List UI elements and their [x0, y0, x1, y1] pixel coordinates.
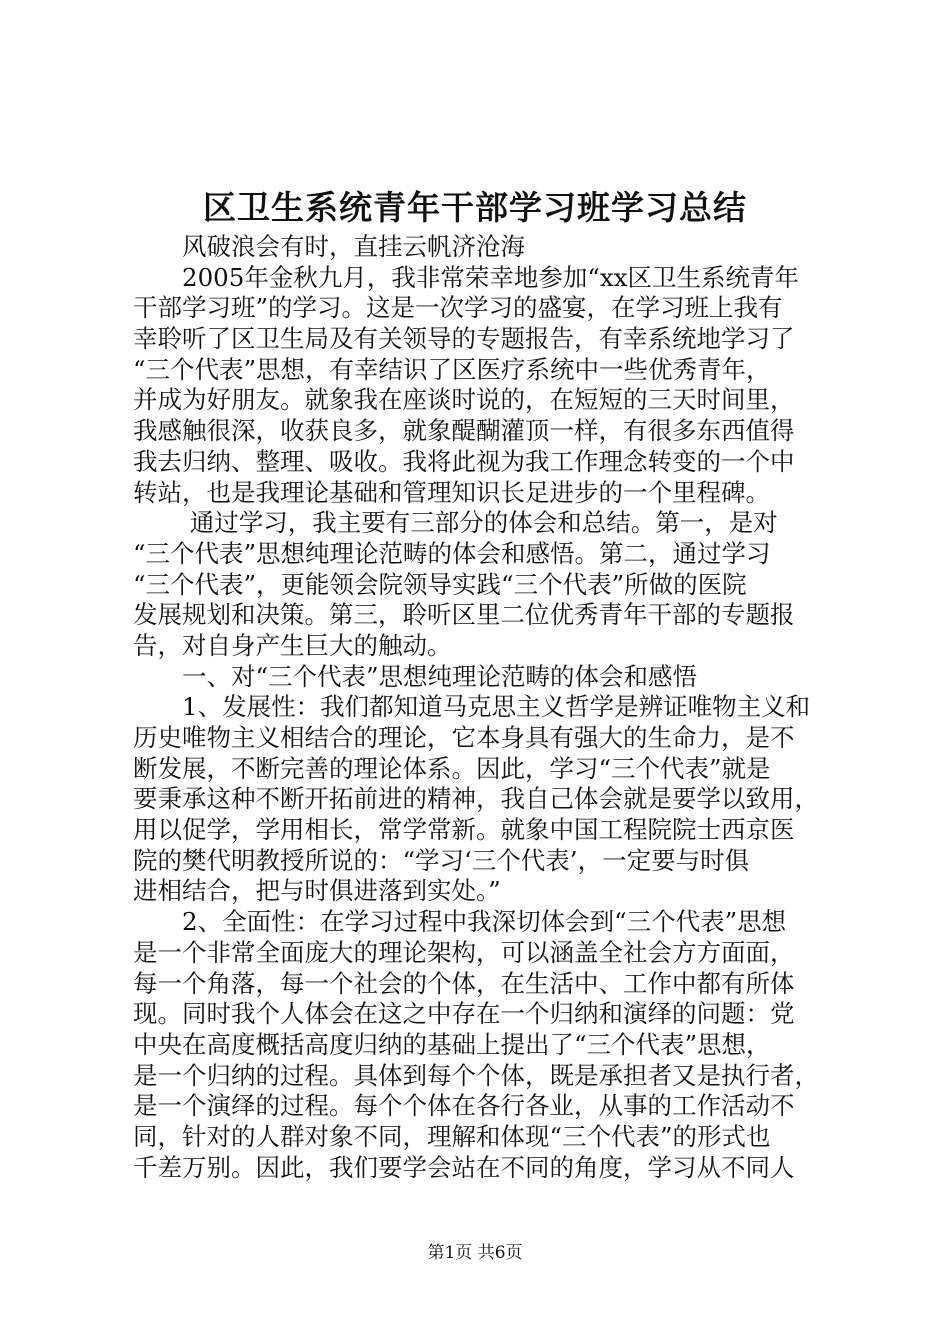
body-line: 幸聆听了区卫生局及有关领导的专题报告，有幸系统地学习了 [133, 324, 795, 354]
body-line: 要秉承这种不断开拓前进的精神，我自己体会就是要学以致用， [133, 784, 819, 814]
body-line: 是一个非常全面庞大的理论架构，可以涵盖全社会方方面面， [133, 937, 795, 967]
body-line: 是一个归纳的过程。具体到每个个体，既是承担者又是执行者， [133, 1060, 819, 1090]
body-line: 用以促学，学用相长，常学常新。就象中国工程院院士西京医 [133, 815, 795, 845]
body-line: 通过学习，我主要有三部分的体会和总结。第一，是对 [133, 508, 778, 538]
body-line: 我感触很深，收获良多，就象醍醐灌顶一样，有很多东西值得 [133, 416, 795, 446]
body-line: “三个代表”思想纯理论范畴的体会和感悟。第二，通过学习 [133, 538, 771, 568]
body-line: 同，针对的人群对象不同，理解和体现“三个代表”的形式也 [133, 1121, 771, 1151]
body-line: “三个代表”思想，有幸结识了区医疗系统中一些优秀青年， [133, 354, 771, 384]
body-line: 是一个演绎的过程。每个个体在各行各业，从事的工作活动不 [133, 1091, 795, 1121]
body-line: 院的樊代明教授所说的：“学习‘三个代表’，一定要与时俱 [133, 845, 750, 875]
body-line: 发展规划和决策。第三，聆听区里二位优秀青年干部的专题报 [133, 600, 795, 630]
document-title: 区卫生系统青年干部学习班学习总结 [203, 188, 747, 227]
body-line: 中央在高度概括高度归纳的基础上提出了“三个代表”思想， [133, 1029, 771, 1059]
body-line: 历史唯物主义相结合的理论，它本身具有强大的生命力，是不 [133, 723, 795, 752]
body-line: 2、全面性：在学习过程中我深切体会到“三个代表”思想 [133, 907, 787, 937]
body-line: 并成为好朋友。就象我在座谈时说的，在短短的三天时间里， [133, 385, 795, 415]
body-line: 告，对自身产生巨大的触动。 [133, 630, 452, 660]
page-number-footer: 第1页 共6页 [427, 1243, 523, 1263]
body-line: 千差万别。因此，我们要学会站在不同的角度，学习从不同人 [133, 1152, 795, 1182]
body-line: 我去归纳、整理、吸收。我将此视为我工作理念转变的一个中 [133, 446, 795, 476]
body-line: 2005年金秋九月，我非常荣幸地参加“xx区卫生系统青年 [133, 262, 800, 292]
body-line: 1、发展性：我们都知道马克思主义哲学是辨证唯物主义和 [133, 692, 811, 722]
body-line: “三个代表”，更能领会院领导实践“三个代表”所做的医院 [133, 569, 747, 599]
section-heading: 一、对“三个代表”思想纯理论范畴的体会和感悟 [133, 661, 698, 691]
body-line: 干部学习班”的学习。这是一次学习的盛宴，在学习班上我有 [133, 293, 783, 323]
body-line: 现。同时我个人体会在这之中存在一个归纳和演绎的问题：党 [133, 999, 795, 1029]
body-line: 进相结合，把与时俱进落到实处。” [133, 876, 501, 906]
body-line: 每一个角落，每一个社会的个体，在生活中、工作中都有所体 [133, 968, 795, 998]
document-body [133, 232, 833, 1183]
body-line: 断发展，不断完善的理论体系。因此，学习“三个代表”就是 [133, 753, 771, 783]
body-line: 风破浪会有时，直挂云帆济沧海 [133, 232, 525, 261]
body-line: 转站，也是我理论基础和管理知识长足进步的一个里程碑。 [133, 477, 770, 507]
